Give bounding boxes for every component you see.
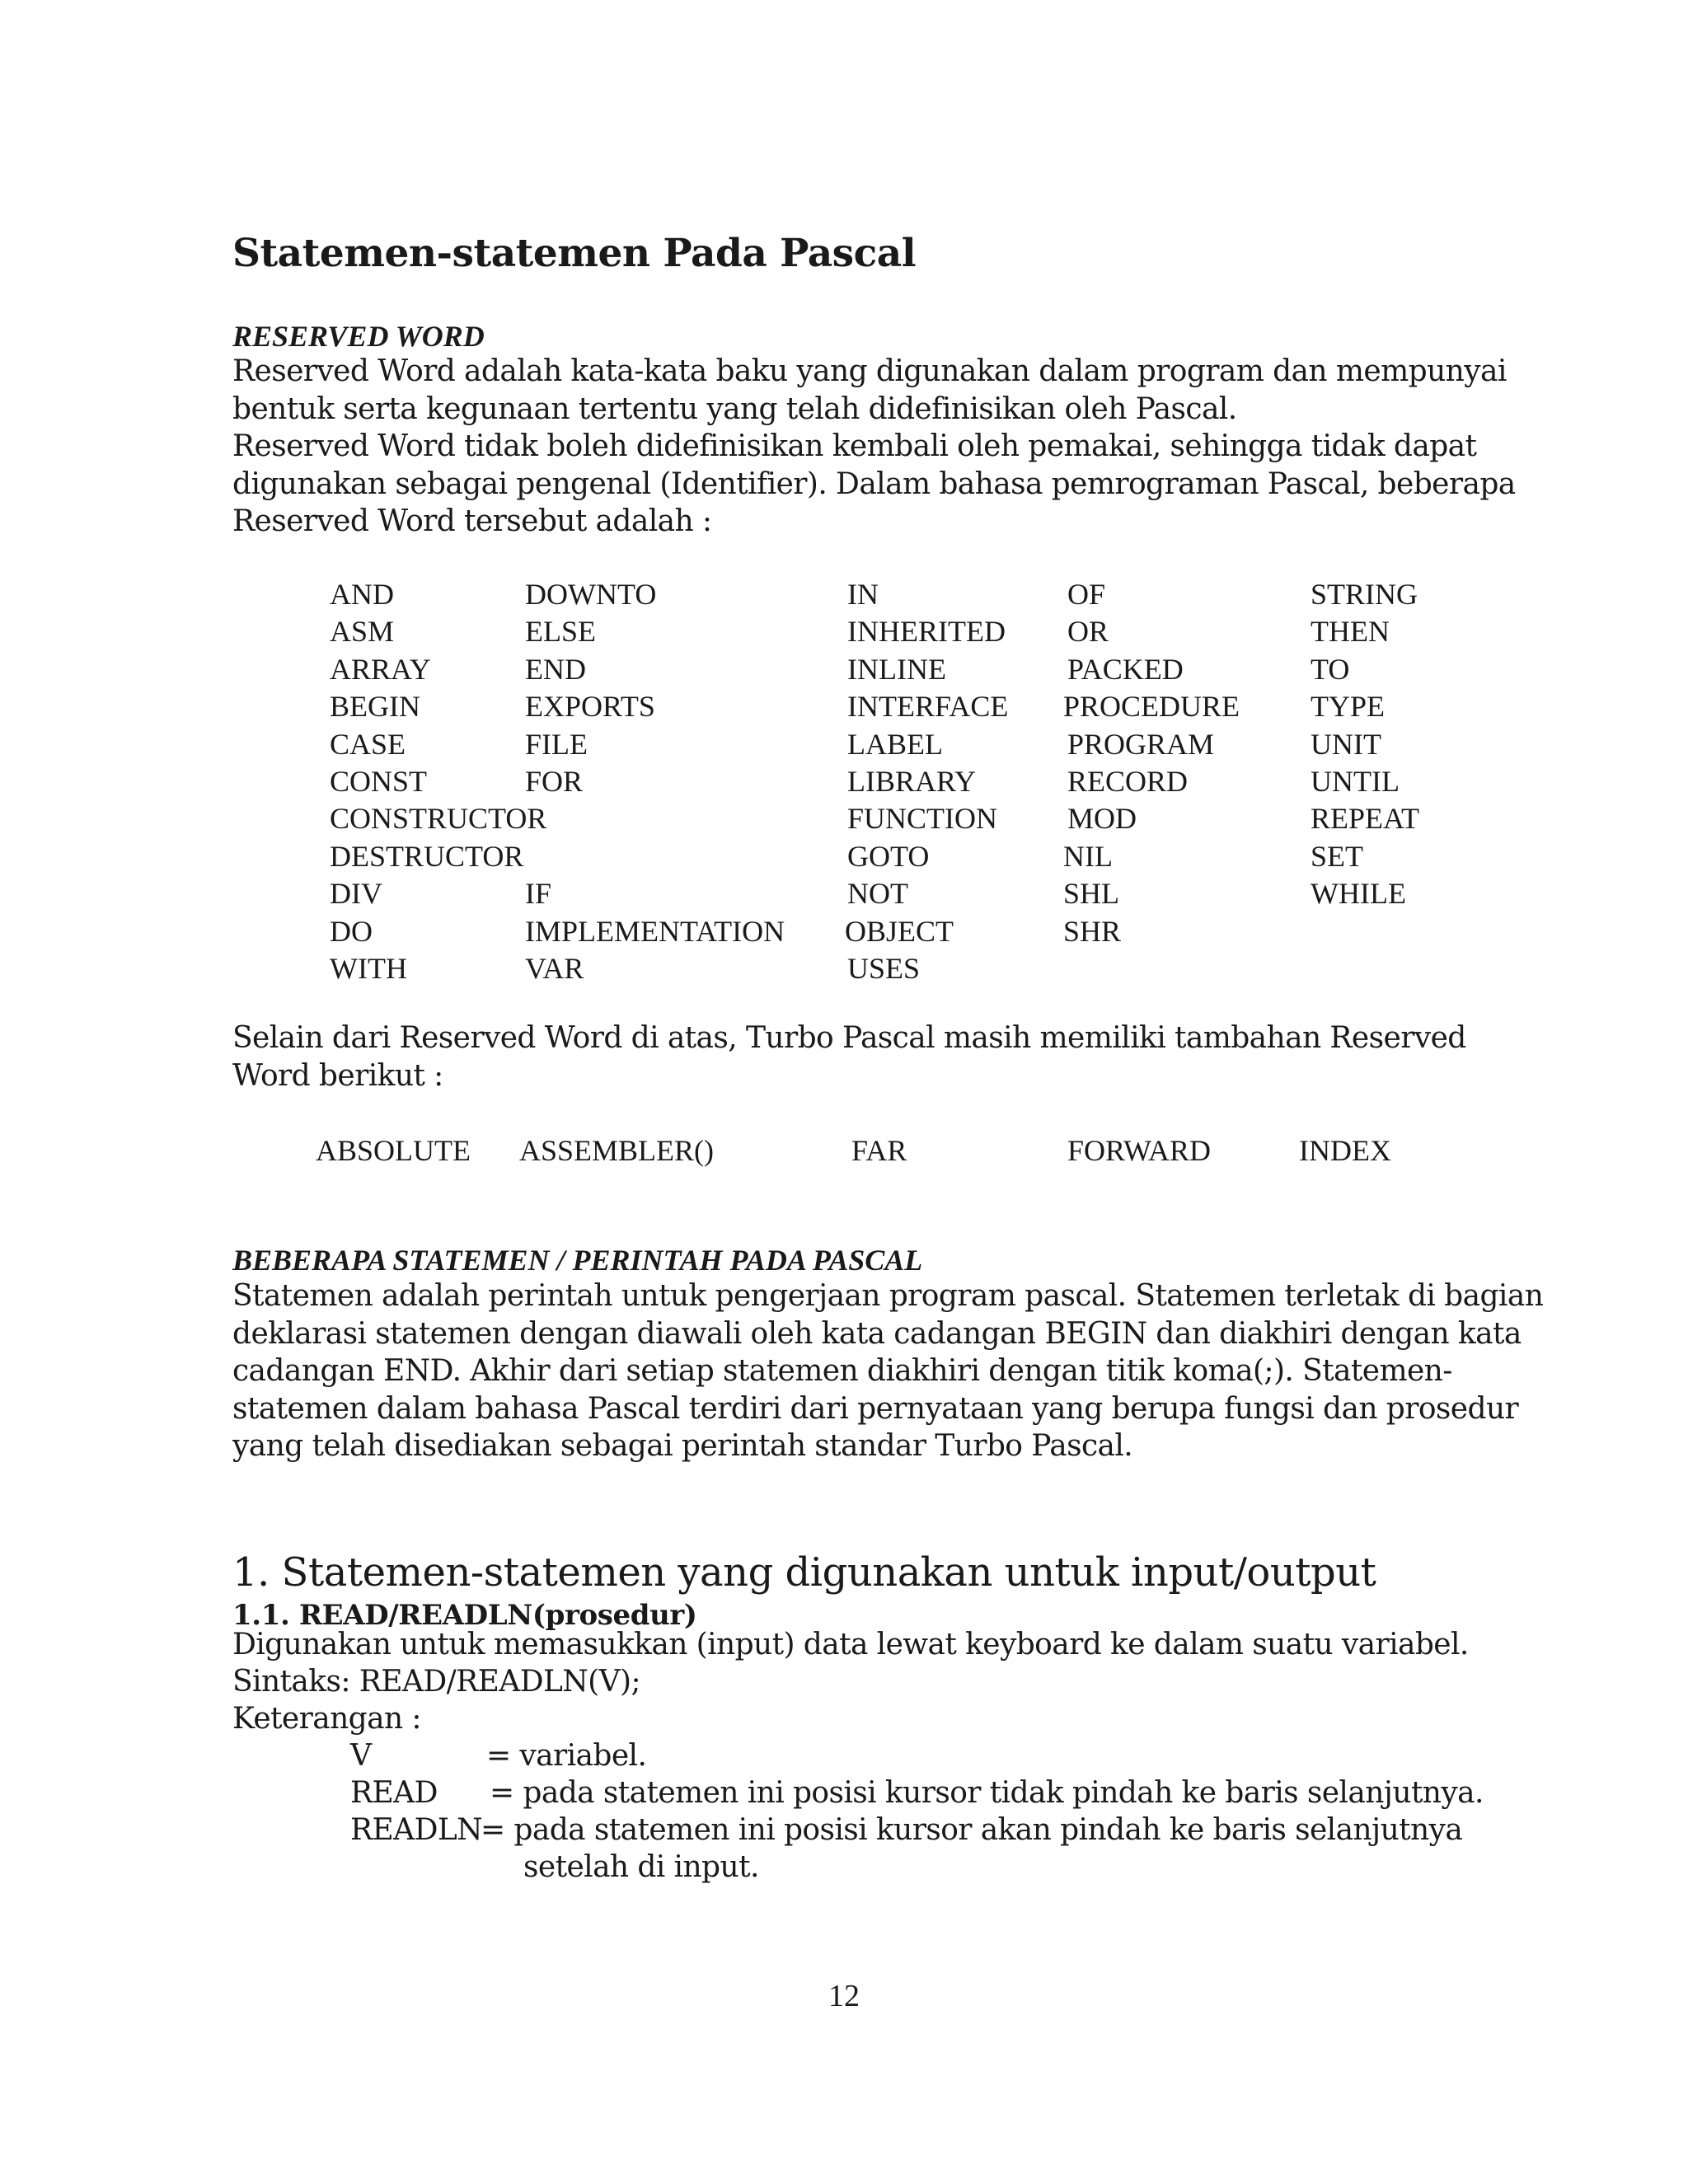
reserved-word: PROCEDURE — [1063, 690, 1240, 724]
reserved-word: FOR — [525, 765, 584, 798]
reserved-word: UNIT — [1311, 727, 1381, 761]
reserved-word: PACKED — [1067, 652, 1184, 686]
reserved-word-heading: RESERVED WORD — [232, 320, 485, 353]
turbo-keyword: FAR — [851, 1134, 907, 1167]
reserved-word: IMPLEMENTATION — [525, 914, 785, 948]
turbo-keyword: INDEX — [1299, 1134, 1391, 1167]
reserved-word: FILE — [525, 727, 588, 761]
paragraph-line: cadangan END. Akhir dari setiap statemen diakhiri dengan titik koma(;). Statemen- — [232, 1354, 1452, 1388]
reserved-word: NIL — [1063, 839, 1113, 873]
paragraph-line: Selain dari Reserved Word di atas, Turbo Pascal masih memiliki tambahan Reserved — [232, 1021, 1466, 1055]
reserved-word: LABEL — [847, 727, 943, 761]
paragraph-line: Reserved Word adalah kata-kata baku yang digunakan dalam program dan mempunyai — [232, 354, 1507, 388]
definition-v: = variabel. — [486, 1739, 647, 1773]
turbo-keyword: ASSEMBLER() — [519, 1134, 715, 1167]
statements-paragraph — [232, 1277, 1544, 1465]
reserved-word: STRING — [1311, 578, 1418, 611]
reserved-word: EXPORTS — [525, 690, 655, 724]
paragraph-line: statemen dalam bahasa Pascal terdiri dari pernyataan yang berupa fungsi dan prosedur — [232, 1391, 1519, 1426]
reserved-word: ARRAY — [330, 652, 431, 686]
reserved-word: SHR — [1063, 914, 1122, 948]
definition-readln: = pada statemen ini posisi kursor akan pindah ke baris selanjutnya — [481, 1813, 1463, 1847]
paragraph-line: deklarasi statemen dengan diawali oleh kata cadangan BEGIN dan diakhiri dengan kata — [232, 1316, 1522, 1351]
reserved-word: CONST — [330, 765, 428, 798]
reserved-word: OF — [1067, 578, 1106, 611]
reserved-word: CONSTRUCTOR — [330, 802, 547, 836]
reserved-word: WITH — [330, 952, 407, 985]
reserved-word: THEN — [1311, 615, 1390, 649]
reserved-word: INTERFACE — [847, 690, 1009, 724]
reserved-word: OR — [1067, 615, 1109, 649]
reserved-word: DOWNTO — [525, 578, 657, 611]
paragraph-line: digunakan sebagai pengenal (Identifier). Dalam bahasa pemrograman Pascal, beberapa — [232, 466, 1516, 501]
term-v: V — [350, 1739, 372, 1773]
reserved-word: GOTO — [847, 839, 930, 873]
reserved-word: ELSE — [525, 615, 596, 649]
reserved-word: SHL — [1063, 877, 1120, 911]
reserved-word: FUNCTION — [847, 802, 998, 836]
reserved-word: REPEAT — [1311, 802, 1420, 836]
definition-continuation: setelah di input. — [523, 1850, 759, 1884]
term-readln: READLN — [350, 1813, 483, 1847]
definition-read: = pada statemen ini posisi kursor tidak pindah ke baris selanjutnya. — [490, 1776, 1484, 1810]
description-text: Digunakan untuk memasukkan (input) data lewat keyboard ke dalam suatu variabel. — [232, 1628, 1469, 1661]
statements-heading: BEBERAPA STATEMEN / PERINTAH PADA PASCAL — [232, 1244, 923, 1277]
reserved-word: INHERITED — [847, 615, 1006, 649]
reserved-word: WHILE — [1311, 877, 1406, 911]
reserved-word: DO — [330, 914, 373, 948]
page-number: 12 — [828, 1979, 860, 2013]
page-title: Statemen-statemen Pada Pascal — [232, 231, 917, 276]
reserved-word: IN — [847, 578, 879, 611]
reserved-word: VAR — [525, 952, 584, 985]
paragraph-line: Word berikut : — [232, 1058, 443, 1093]
reserved-word: BEGIN — [330, 690, 420, 724]
reserved-word: TO — [1311, 652, 1350, 686]
note-label: Keterangan : — [232, 1702, 421, 1736]
turbo-keyword: ABSOLUTE — [316, 1134, 471, 1167]
paragraph-line: bentuk serta kegunaan tertentu yang telah didefinisikan oleh Pascal. — [232, 391, 1237, 426]
reserved-word: END — [525, 652, 586, 686]
term-read: READ — [350, 1776, 438, 1810]
reserved-word: MOD — [1067, 802, 1137, 836]
reserved-word: UNTIL — [1311, 765, 1400, 798]
paragraph-line: yang telah disediakan sebagai perintah standar Turbo Pascal. — [232, 1429, 1133, 1463]
reserved-word: OBJECT — [845, 914, 954, 948]
reserved-word: RECORD — [1067, 765, 1189, 798]
reserved-word: LIBRARY — [847, 765, 977, 798]
reserved-word: ASM — [330, 615, 395, 649]
reserved-word: PROGRAM — [1067, 727, 1215, 761]
reserved-word: IF — [525, 877, 552, 911]
reserved-word: USES — [847, 952, 921, 985]
turbo-paragraph — [232, 1019, 1466, 1094]
section-heading: 1. Statemen-statemen yang digunakan untuk input/output — [232, 1549, 1376, 1596]
syntax-text: Sintaks: READ/READLN(V); — [232, 1665, 640, 1699]
reserved-word: INLINE — [847, 652, 946, 686]
reserved-word-paragraph — [232, 353, 1516, 541]
reserved-word: DIV — [330, 877, 382, 911]
paragraph-line: Reserved Word tidak boleh didefinisikan kembali oleh pemakai, sehingga tidak dapat — [232, 429, 1477, 463]
reserved-word: NOT — [847, 877, 908, 911]
reserved-word: DESTRUCTOR — [330, 839, 524, 873]
reserved-word: CASE — [330, 727, 406, 761]
paragraph-line: Reserved Word tersebut adalah : — [232, 504, 712, 538]
turbo-keyword: FORWARD — [1067, 1134, 1212, 1167]
reserved-word: TYPE — [1311, 690, 1385, 724]
reserved-word: AND — [330, 578, 394, 611]
subsection-heading: 1.1. READ/READLN(prosedur) — [232, 1599, 697, 1632]
paragraph-line: Statemen adalah perintah untuk pengerjaan program pascal. Statemen terletak di bagian — [232, 1279, 1544, 1313]
reserved-word: SET — [1311, 839, 1364, 873]
